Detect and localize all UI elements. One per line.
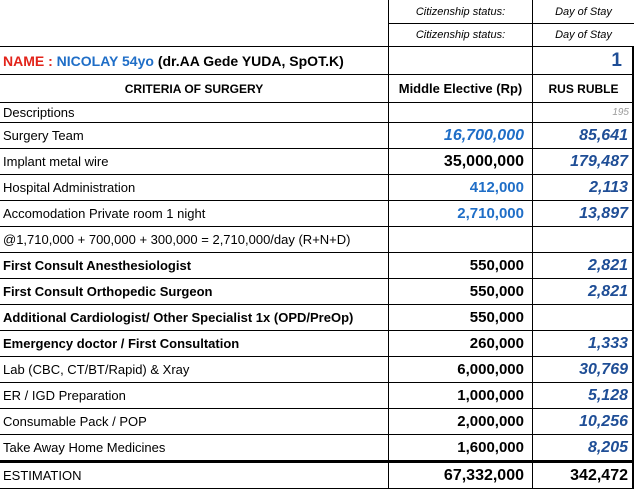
patient-name [0, 53, 344, 69]
table-row [0, 123, 634, 149]
item-rp: 550,000 [469, 283, 524, 300]
item-label: Surgery Team [3, 128, 84, 143]
item-rp: 1,600,000 [457, 439, 524, 456]
estimation-rub: 342,472 [570, 466, 628, 484]
item-rp: 6,000,000 [457, 361, 524, 378]
item-rp: 1,000,000 [457, 387, 524, 404]
day-of-stay-label: Day of Stay [555, 29, 612, 41]
item-rub: 2,821 [587, 256, 628, 274]
item-rub: 30,769 [579, 360, 628, 378]
item-rp: 2,000,000 [457, 413, 524, 430]
item-label: Lab (CBC, CT/BT/Rapid) & Xray [3, 362, 190, 377]
table-row [0, 357, 634, 383]
table-row [0, 149, 634, 175]
item-rub: 13,897 [579, 204, 628, 222]
item-rub: 85,641 [579, 126, 628, 144]
table-row [0, 279, 634, 305]
item-rp: 550,000 [469, 309, 524, 326]
table-row [0, 201, 634, 227]
item-rp: 412,000 [469, 179, 524, 196]
citizenship-status-label: Citizenship status: [415, 29, 506, 41]
table-row [0, 253, 634, 279]
table-row [0, 383, 634, 409]
item-label: First Consult Orthopedic Surgeon [3, 284, 213, 299]
item-rp: 35,000,000 [443, 152, 524, 170]
item-label: Emergency doctor / First Consultation [3, 336, 240, 351]
estimation-rp: 67,332,000 [443, 466, 524, 484]
name-prefix: NAME : [3, 52, 57, 69]
table-row [0, 305, 634, 331]
exchange-rate: 195 [612, 107, 629, 118]
item-label: ER / IGD Preparation [3, 388, 126, 403]
criteria-header: CRITERIA OF SURGERY [124, 81, 264, 96]
table-row [0, 331, 634, 357]
table-row [0, 435, 634, 463]
table-row [0, 175, 634, 201]
doctor-name: (dr.AA Gede YUDA, SpOT.K) [153, 52, 344, 69]
item-rp: 16,700,000 [443, 126, 524, 144]
header-row-1 [0, 0, 634, 24]
item-rp: 2,710,000 [457, 205, 524, 222]
item-rp: 260,000 [469, 335, 524, 352]
item-label: Additional Cardiologist/ Other Specialist 1x (OPD/PreOp) [3, 310, 354, 325]
descriptions-label: Descriptions [3, 105, 75, 120]
item-rub: 2,113 [589, 178, 628, 196]
rus-ruble-header: RUS RUBLE [548, 81, 619, 96]
rate-breakdown-note: @1,710,000 + 700,000 + 300,000 = 2,710,000/day (R+N+D) [3, 232, 351, 247]
column-header-row [0, 75, 634, 103]
item-rub: 8,205 [587, 438, 628, 456]
item-label: Accomodation Private room 1 night [3, 206, 206, 221]
name-row [0, 47, 634, 75]
header-row-2 [0, 24, 634, 47]
item-rub: 10,256 [579, 412, 628, 430]
item-label: Hospital Administration [3, 180, 136, 195]
table-row [0, 227, 634, 253]
item-rp: 550,000 [469, 257, 524, 274]
patient-name-value: NICOLAY 54yo [56, 52, 154, 69]
item-label: Implant metal wire [3, 154, 109, 169]
citizenship-status-label: Citizenship status: [415, 5, 506, 18]
middle-elective-header: Middle Elective (Rp) [398, 81, 523, 96]
item-label: Take Away Home Medicines [3, 440, 166, 455]
item-rub: 5,128 [587, 386, 628, 404]
day-of-stay-count: 1 [611, 49, 622, 71]
item-rub: 2,821 [587, 282, 628, 300]
item-label: First Consult Anesthesiologist [3, 258, 192, 273]
table-row [0, 409, 634, 435]
item-rub: 1,333 [587, 334, 628, 352]
estimation-label: ESTIMATION [3, 468, 82, 483]
estimation-row [0, 463, 634, 489]
item-label: Consumable Pack / POP [3, 414, 147, 429]
item-rub: 179,487 [570, 152, 628, 170]
day-of-stay-label: Day of Stay [555, 5, 612, 18]
descriptions-row [0, 103, 634, 123]
